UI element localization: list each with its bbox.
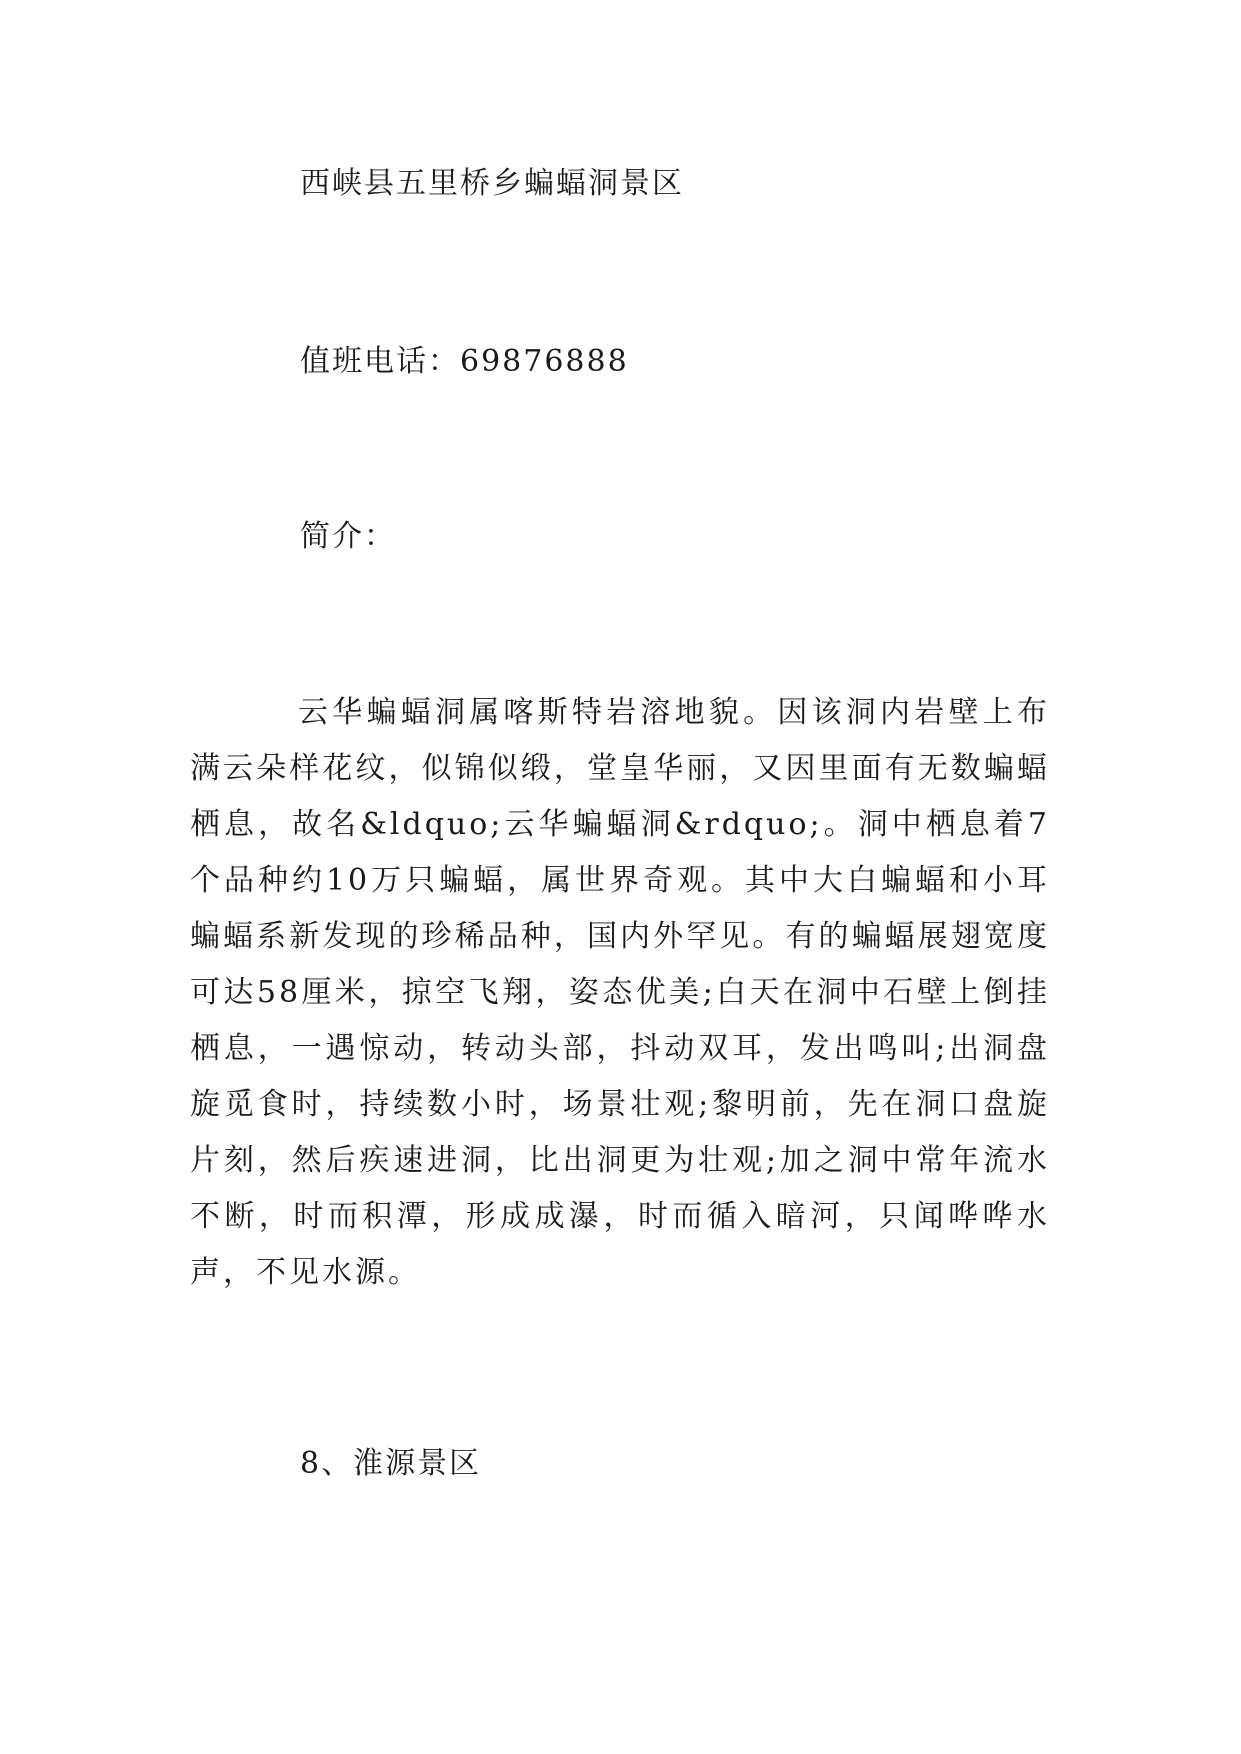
duty-phone-line: 值班电话：69876888 [300,344,629,379]
intro-paragraph: 云华蝙蝠洞属喀斯特岩溶地貌。因该洞内岩壁上布满云朵样花纹，似锦似缎，堂皇华丽，又因里面有无数蝙蝠栖息，故名&ldquo;云华蝙蝠洞&rdquo;。洞中栖息着7个品种约10万只蝙蝠，属世界奇观。其中大白蝙蝠和小耳蝙蝠系新发现的珍稀品种，国内外罕见。有的蝙蝠展翅宽度可达58厘米，掠空飞翔，姿态优美;白天在洞中石壁上倒挂栖息，一遇惊动，转动头部，抖动双耳，发出鸣叫;出洞盘旋觅食时，持续数小时，场景壮观;黎明前，先在洞口盘旋片刻，然后疾速进洞，比出洞更为壮观;加之洞中常年流水不断，时而积潭，形成成瀑，时而循入暗河，只闻哗哗水声，不见水源。 [190,695,1050,1290]
section-heading: 8、淮源景区 [300,1446,482,1481]
scenic-area-title: 西峡县五里桥乡蝙蝠洞景区 [300,166,684,201]
intro-label: 简介： [300,519,396,554]
